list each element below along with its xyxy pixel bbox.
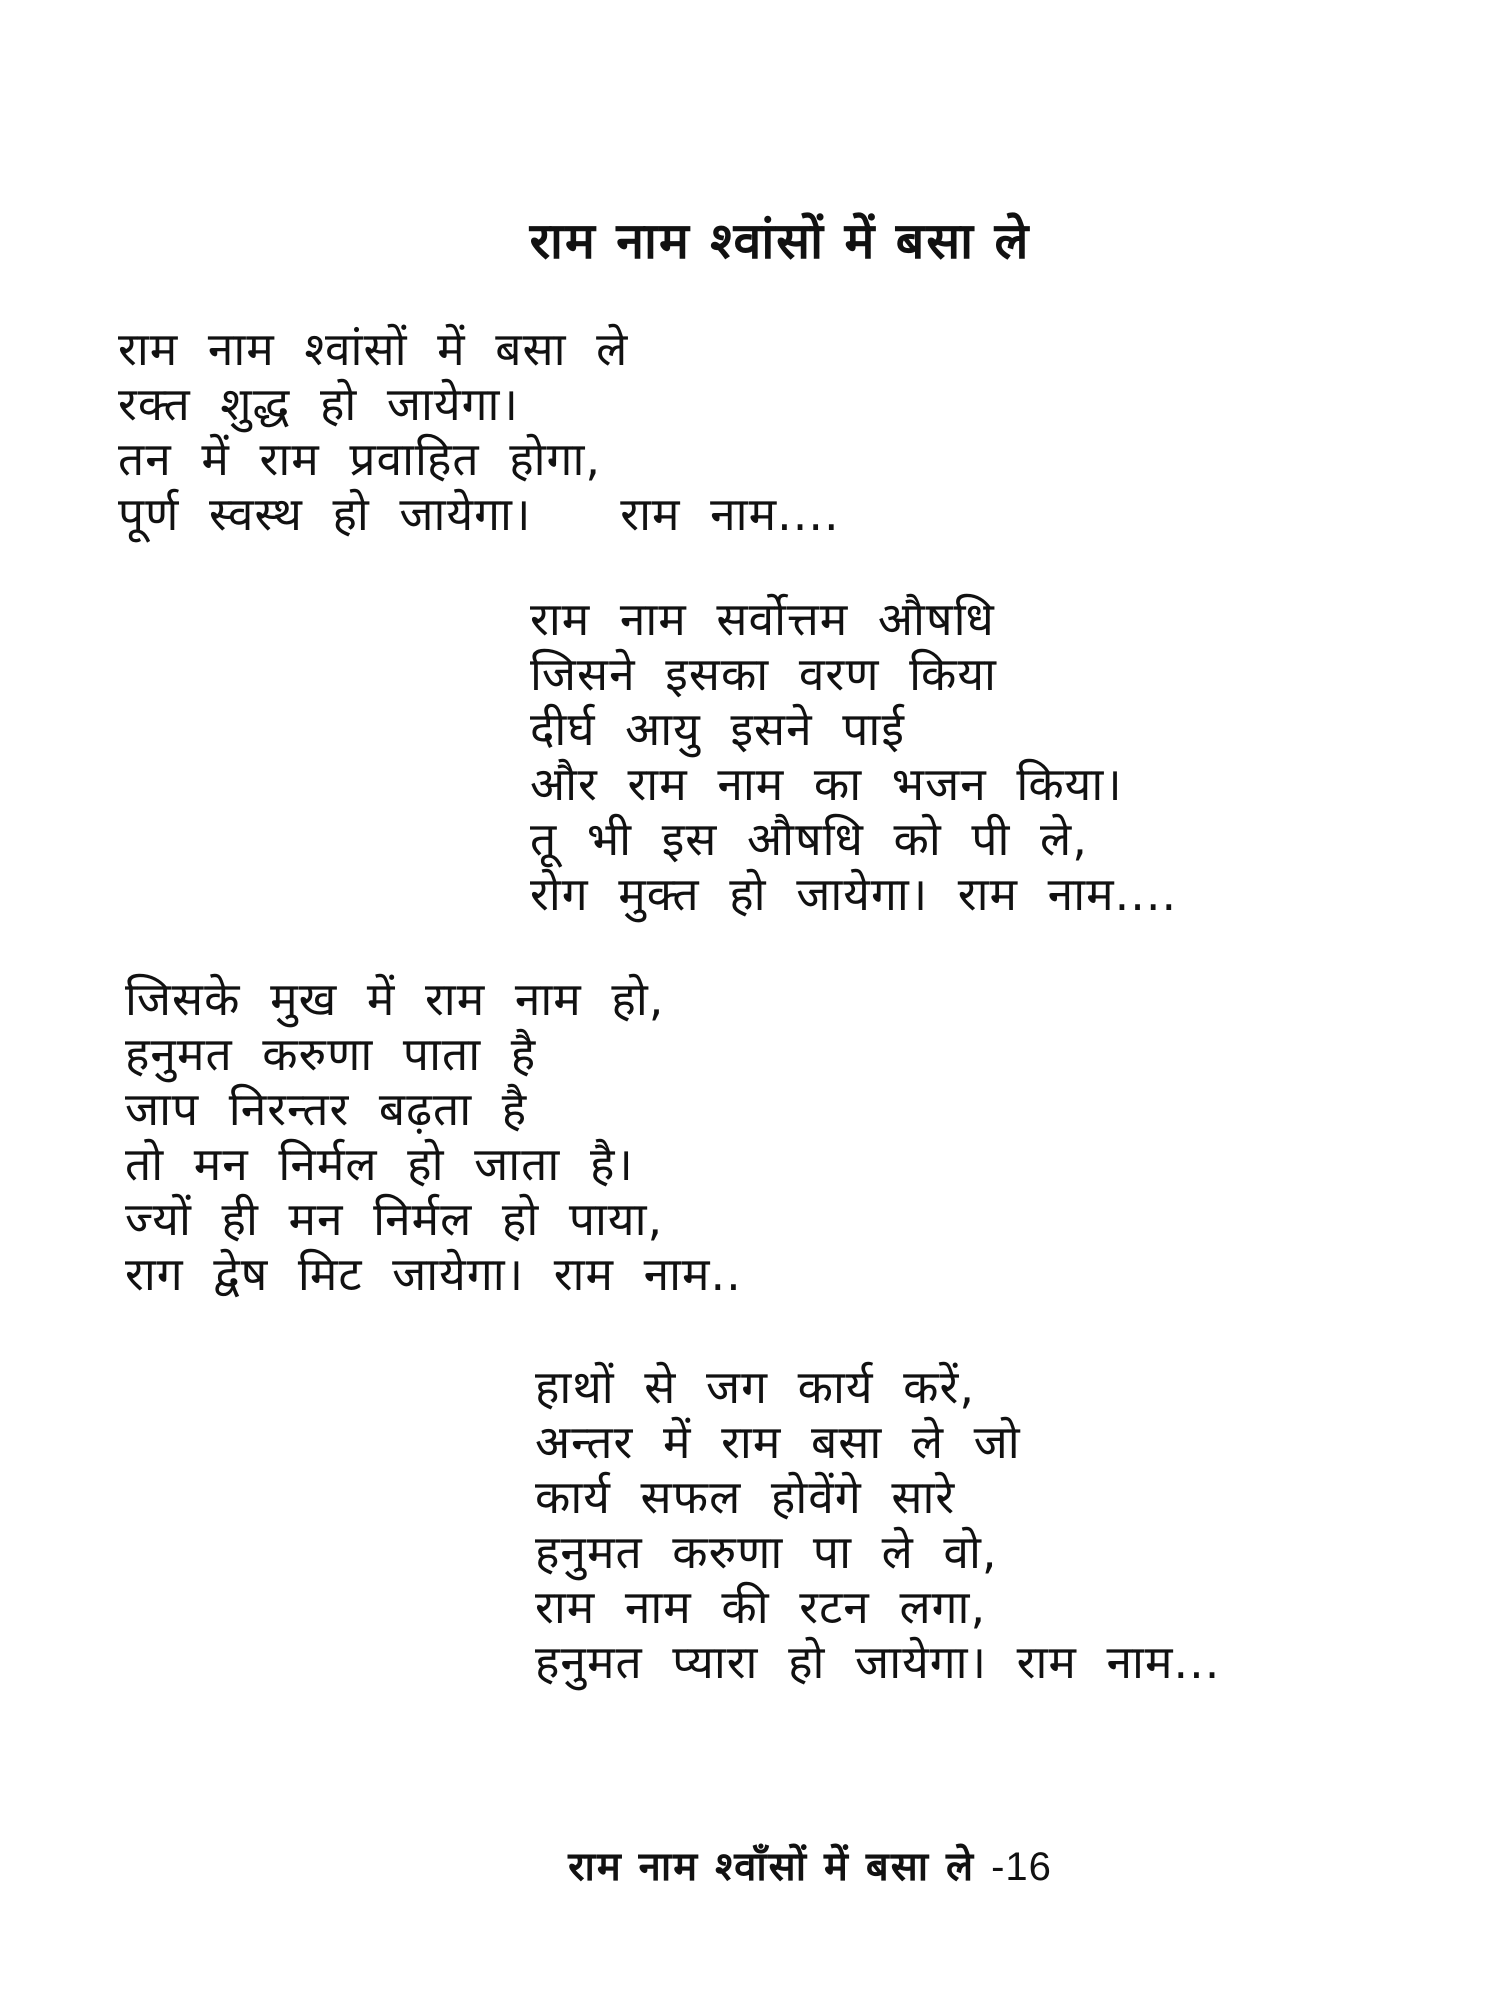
verse-line: हनुमत करुणा पा ले वो,	[535, 1525, 998, 1579]
verse-line: ज्यों ही मन निर्मल हो पाया,	[125, 1192, 664, 1246]
stanza-2	[530, 592, 1177, 922]
stanza-1	[118, 322, 840, 542]
verse-line: जिसने इसका वरण किया	[530, 647, 997, 701]
verse-line: और राम नाम का भजन किया।	[530, 757, 1123, 811]
verse-line: हनुमत प्यारा हो जायेगा। राम नाम...	[535, 1635, 1221, 1689]
stanza-3	[125, 972, 742, 1302]
verse-line: हनुमत करुणा पाता है	[125, 1027, 537, 1081]
page-title: राम नाम श्वांसों में बसा ले	[529, 212, 1031, 270]
verse-line: राम नाम श्वांसों में बसा ले	[118, 322, 629, 376]
verse-line: राम नाम की रटन लगा,	[535, 1580, 987, 1634]
stanza-4	[535, 1360, 1220, 1690]
verse-line: तन में राम प्रवाहित होगा,	[118, 432, 601, 486]
verse-line: राग द्वेष मिट जायेगा। राम नाम..	[125, 1247, 742, 1301]
verse-line: पूर्ण स्वस्थ हो जायेगा। राम नाम....	[118, 487, 840, 541]
verse-line: दीर्घ आयु इसने पाई	[530, 702, 905, 756]
verse-line: तू भी इस औषधि को पी ले,	[530, 812, 1088, 866]
verse-line: जाप निरन्तर बढ़ता है	[125, 1082, 528, 1136]
verse-line: रक्त शुद्ध हो जायेगा।	[118, 377, 519, 431]
verse-line: कार्य सफल होवेंगे सारे	[535, 1470, 956, 1524]
verse-line: रोग मुक्त हो जायेगा। राम नाम....	[530, 867, 1178, 921]
footer-title: राम नाम श्वाँसों में बसा ले	[568, 1844, 976, 1890]
verse-line: हाथों से जग कार्य करें,	[535, 1360, 975, 1414]
page-number: -16	[991, 1845, 1052, 1889]
page-footer	[0, 1837, 1500, 1892]
verse-line: जिसके मुख में राम नाम हो,	[125, 972, 665, 1026]
verse-line: तो मन निर्मल हो जाता है।	[125, 1137, 634, 1191]
verse-line: राम नाम सर्वोत्तम औषधि	[530, 592, 995, 646]
verse-line: अन्तर में राम बसा ले जो	[535, 1415, 1021, 1469]
